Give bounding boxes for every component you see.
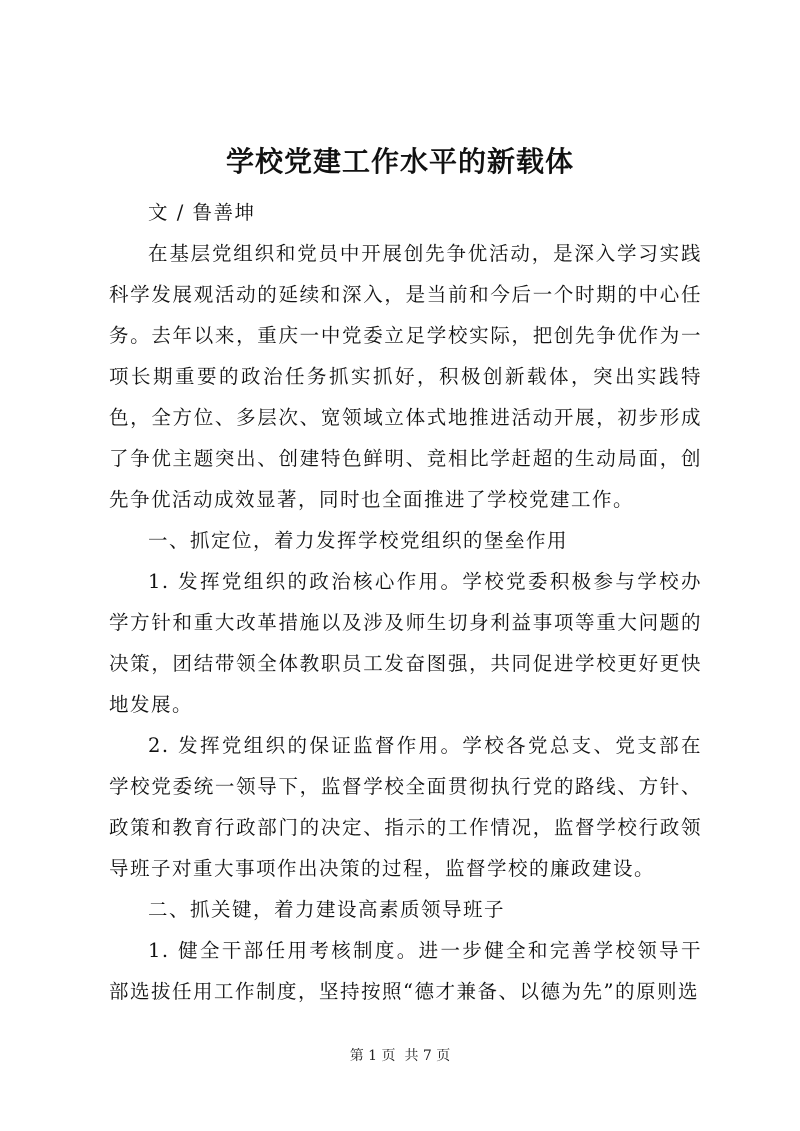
author-line: 文 / 鲁善坤	[148, 201, 256, 224]
document-title: 学校党建工作水平的新载体	[225, 145, 574, 178]
paragraph-intro: 在基层党组织和党员中开展创先争优活动，是深入学习实践科学发展观活动的延续和深入，是当前和今后一个时期的中心任务。去年以来，重庆一中党委立足学校实际，把创先争优作为一项长期重要的政治任务抓实抓好，积极创新载体，突出实践特色，全方位、多层次、宽领域立体式地推进活动开展，初步形成了争优主题突出、创建特色鲜明、竞相比学赶超的生动局面，创先争优活动成效显著，同时也全面推进了学校党建工作。	[109, 242, 702, 511]
paragraph-2-1: 1. 健全干部任用考核制度。进一步健全和完善学校领导干部选拔任用工作制度，坚持按照“德才兼备、以德为先”的原则选	[109, 939, 702, 1003]
paragraph-1-2: 2. 发挥党组织的保证监督作用。学校各党总支、党支部在学校党委统一领导下，监督学校全面贯彻执行党的路线、方针、政策和教育行政部门的决定、指示的工作情况，监督学校行政领导班子对重大事项作出决策的过程，监督学校的廉政建设。	[109, 734, 702, 880]
section-heading-1: 一、抓定位，着力发挥学校党组织的堡垒作用	[148, 529, 569, 552]
page-number-label: 第 1 页 共 7 页	[349, 1048, 451, 1064]
document-body	[109, 192, 702, 1012]
paragraph-1-1: 1. 发挥党组织的政治核心作用。学校党委积极参与学校办学方针和重大改革措施以及涉及师生切身利益事项等重大问题的决策，团结带领全体教职员工发奋图强，共同促进学校更好更快地发展。	[109, 570, 702, 716]
page-footer	[0, 1046, 800, 1066]
section-heading-2: 二、抓关键，着力建设高素质领导班子	[148, 898, 506, 921]
